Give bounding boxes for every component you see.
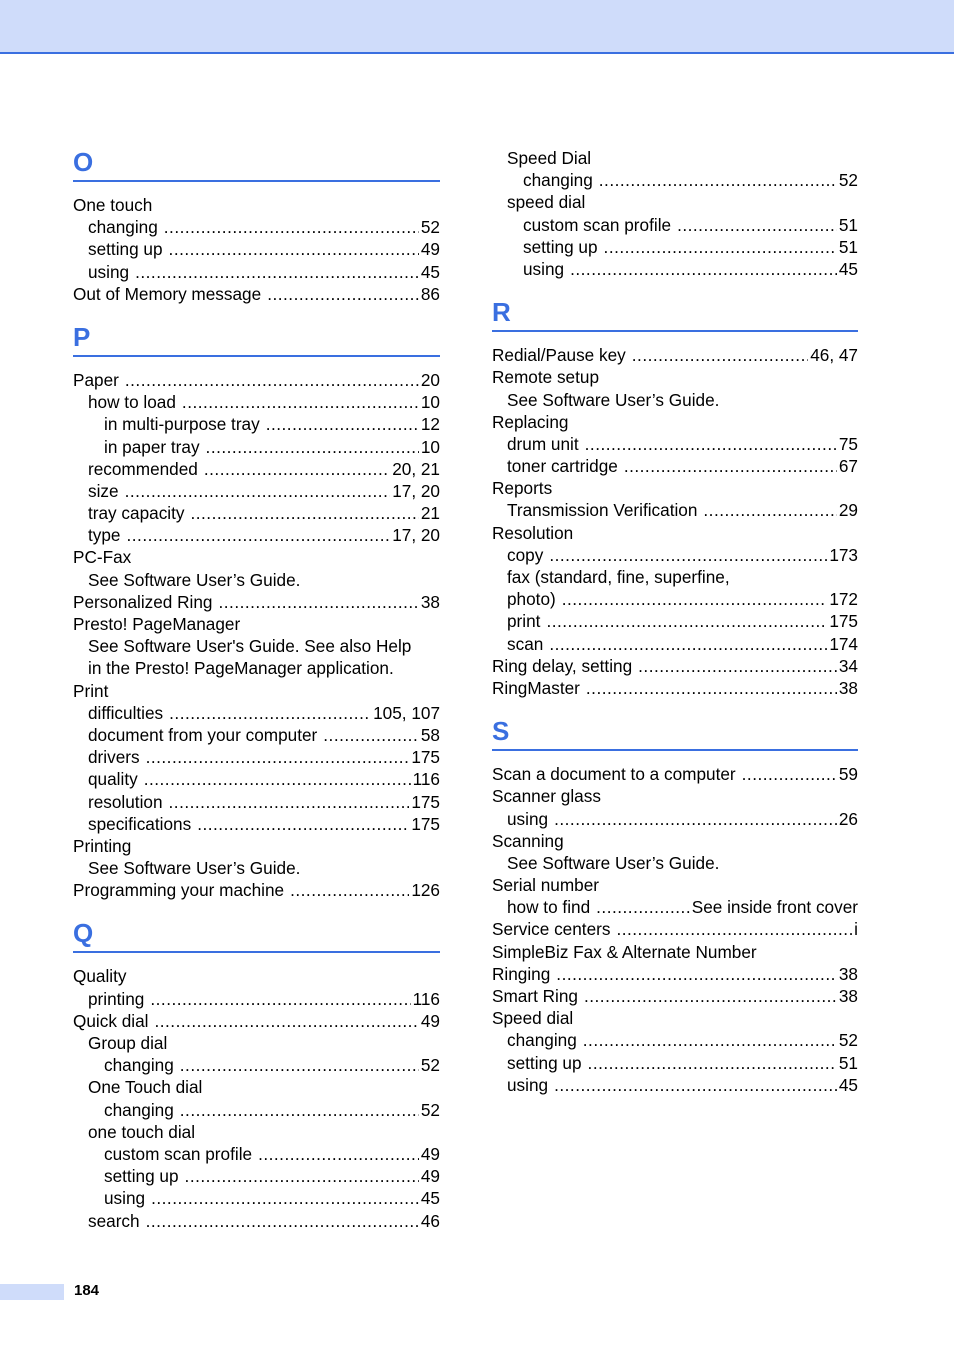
- dot-leader: [151, 1187, 419, 1209]
- section-letter-heading: P: [73, 315, 440, 357]
- index-term: Scan a document to a computer: [492, 764, 736, 785]
- index-entry: [492, 985, 858, 1007]
- dot-leader: [154, 1010, 418, 1032]
- index-page-ref: 49: [420, 1010, 440, 1031]
- index-term: using: [523, 258, 565, 279]
- index-term: printing: [88, 988, 145, 1009]
- index-term: setting up: [88, 239, 163, 260]
- index-term: Scanner glass: [492, 786, 601, 807]
- dot-leader: [616, 918, 852, 940]
- index-term: See Software User’s Guide.: [507, 852, 720, 873]
- index-entry: [73, 436, 440, 458]
- index-entry: [492, 610, 858, 632]
- index-page-ref: 67: [838, 456, 858, 477]
- index-page-ref: 45: [420, 261, 440, 282]
- index-entry: [73, 835, 440, 857]
- index-page-ref: 49: [420, 1166, 440, 1187]
- dot-leader: [586, 677, 837, 699]
- index-term: See Software User’s Guide.: [507, 389, 720, 410]
- index-term: Smart Ring: [492, 986, 578, 1006]
- index-entry: [73, 283, 440, 305]
- index-entry: [73, 813, 440, 835]
- index-page-ref: 49: [420, 1143, 440, 1164]
- dot-leader: [219, 591, 419, 613]
- index-term: recommended: [88, 458, 198, 479]
- index-page-ref: 10: [420, 436, 440, 457]
- index-entry: [73, 524, 440, 546]
- dot-leader: [677, 214, 837, 236]
- dot-leader: [146, 746, 410, 768]
- index-term: how to load: [88, 392, 176, 413]
- dot-leader: [204, 458, 390, 480]
- index-page-ref: 51: [838, 1052, 858, 1073]
- index-page-ref: 52: [838, 170, 858, 191]
- index-term: in the Presto! PageManager application.: [88, 658, 394, 679]
- index-term: resolution: [88, 791, 163, 812]
- index-page-ref: 38: [838, 986, 858, 1006]
- index-entry: [492, 411, 858, 433]
- index-entry: [492, 830, 858, 852]
- index-entry: [492, 169, 858, 191]
- index-section: [492, 290, 858, 699]
- index-page-ref: 26: [838, 808, 858, 829]
- index-entry: [73, 635, 440, 657]
- index-term: speed dial: [507, 192, 586, 213]
- index-term: drivers: [88, 747, 140, 768]
- index-entry: [73, 680, 440, 702]
- index-entry: [73, 1076, 440, 1098]
- index-term: fax (standard, fine, superfine,: [507, 567, 730, 587]
- index-term: setting up: [523, 236, 598, 257]
- index-term: scan: [507, 633, 544, 654]
- dot-leader: [570, 258, 837, 280]
- index-term: custom scan profile: [523, 214, 672, 235]
- index-entry: [73, 879, 440, 901]
- dot-leader: [584, 985, 837, 1007]
- index-page-ref: 10: [420, 392, 440, 413]
- index-term: Service centers: [492, 919, 611, 940]
- index-entry: [492, 677, 858, 699]
- index-entry: [492, 522, 858, 544]
- index-entry: [73, 613, 440, 635]
- dot-leader: [180, 1054, 419, 1076]
- index-page-ref: 21: [420, 503, 440, 524]
- index-term: photo): [507, 589, 556, 610]
- dot-leader: [604, 236, 837, 258]
- index-page-ref: 46: [420, 1210, 440, 1231]
- index-page-ref: 75: [838, 433, 858, 454]
- index-entry: [73, 965, 440, 987]
- dot-leader: [185, 1165, 419, 1187]
- dot-leader: [549, 544, 827, 566]
- index-entry: [73, 1210, 440, 1232]
- index-page-ref: 116: [412, 769, 440, 790]
- index-term: One Touch dial: [88, 1077, 203, 1098]
- dot-leader: [323, 724, 419, 746]
- dot-leader: [556, 963, 837, 985]
- index-term: using: [507, 1074, 549, 1095]
- dot-leader: [190, 502, 418, 524]
- dot-leader: [554, 808, 837, 830]
- dot-leader: [125, 480, 391, 502]
- index-entry: [492, 214, 858, 236]
- dot-leader: [169, 238, 419, 260]
- index-entry: [492, 633, 858, 655]
- index-entry: [73, 194, 440, 216]
- index-entry: [73, 1187, 440, 1209]
- dot-leader: [135, 261, 419, 283]
- index-entry: [73, 1121, 440, 1143]
- dot-leader: [206, 436, 419, 458]
- index-entry: [492, 1074, 858, 1096]
- index-term: Print: [73, 680, 109, 701]
- dot-leader: [632, 344, 808, 366]
- index-term: one touch dial: [88, 1121, 196, 1142]
- dot-leader: [127, 524, 391, 546]
- index-term: Programming your machine: [73, 880, 285, 901]
- index-entry: [73, 1165, 440, 1187]
- index-term: Ringing: [492, 963, 551, 984]
- index-term: Redial/Pause key: [492, 345, 626, 366]
- index-page-ref: 38: [838, 677, 858, 698]
- dot-leader: [596, 896, 690, 918]
- dot-leader: [599, 169, 837, 191]
- index-term: in multi-purpose tray: [104, 414, 260, 435]
- header-band: [0, 0, 954, 54]
- index-page-ref: 38: [838, 963, 858, 984]
- index-page-ref: 45: [838, 1074, 858, 1095]
- index-entry: [492, 499, 858, 521]
- index-page-ref: 86: [420, 283, 440, 304]
- dot-leader: [585, 433, 837, 455]
- index-term: toner cartridge: [507, 456, 618, 477]
- index-entry: [73, 591, 440, 613]
- index-page-ref: 45: [420, 1188, 440, 1209]
- index-term: type: [88, 525, 121, 546]
- index-page-ref: i: [854, 919, 858, 940]
- footer-band: [0, 1284, 64, 1300]
- index-term: Ring delay, setting: [492, 655, 633, 676]
- index-entry: [73, 857, 440, 879]
- index-page-ref: 172: [829, 589, 858, 610]
- dot-leader: [182, 391, 419, 413]
- index-page-ref: 20, 21: [392, 458, 440, 479]
- index-term: search: [88, 1210, 140, 1231]
- index-entry: [492, 896, 858, 918]
- index-term: Paper: [73, 369, 119, 390]
- dot-leader: [588, 1052, 837, 1074]
- index-entry: [73, 391, 440, 413]
- section-letter-heading: Q: [73, 911, 440, 953]
- index-page-ref: 52: [420, 1055, 440, 1076]
- index-page-ref: 49: [420, 239, 440, 260]
- index-entry: [73, 1143, 440, 1165]
- index-entry: [73, 702, 440, 724]
- index-entry: [492, 344, 858, 366]
- index-entry: [492, 389, 858, 411]
- index-page-ref: 175: [411, 747, 440, 768]
- index-entry: [492, 191, 858, 213]
- index-term: Reports: [492, 478, 553, 499]
- dot-leader: [266, 413, 419, 435]
- index-term: Replacing: [492, 411, 569, 432]
- index-entry: [492, 655, 858, 677]
- index-page-ref: 175: [829, 611, 858, 632]
- index-entry: [492, 808, 858, 830]
- dot-leader: [562, 588, 828, 610]
- index-page-ref: 34: [838, 655, 858, 676]
- index-page-ref: 20: [420, 369, 440, 390]
- index-term: Printing: [73, 835, 132, 856]
- index-term: Speed Dial: [507, 148, 592, 168]
- index-term: Speed dial: [492, 1008, 574, 1029]
- index-entry: [73, 1099, 440, 1121]
- index-term: One touch: [73, 195, 153, 215]
- index-entry: [492, 852, 858, 874]
- index-entry: [73, 746, 440, 768]
- dot-leader: [169, 791, 410, 813]
- dot-leader: [144, 768, 411, 790]
- index-term: See Software User's Guide. See also Help: [88, 636, 412, 657]
- index-page-ref: 126: [411, 880, 440, 901]
- index-entry: [492, 477, 858, 499]
- index-term: in paper tray: [104, 436, 200, 457]
- index-page-ref: 116: [412, 988, 440, 1009]
- index-term: changing: [104, 1099, 174, 1120]
- index-term: RingMaster: [492, 677, 580, 698]
- index-term: Scanning: [492, 830, 564, 851]
- index-page-ref: 51: [838, 236, 858, 257]
- index-section: [73, 315, 440, 902]
- index-term: changing: [104, 1055, 174, 1076]
- index-term: size: [88, 480, 119, 501]
- index-term: changing: [523, 170, 593, 191]
- dot-leader: [146, 1210, 419, 1232]
- page-number: 184: [74, 1282, 100, 1299]
- index-entry: [492, 147, 858, 169]
- index-page-ref: 38: [420, 591, 440, 612]
- index-term: Transmission Verification: [507, 500, 698, 521]
- index-entry: [492, 963, 858, 985]
- index-term: how to find: [507, 897, 591, 918]
- dot-leader: [546, 610, 827, 632]
- dot-leader: [258, 1143, 419, 1165]
- index-term: Personalized Ring: [73, 591, 213, 612]
- index-entry: [492, 588, 858, 610]
- index-term: copy: [507, 544, 544, 565]
- index-page-ref: 17, 20: [392, 525, 440, 546]
- index-term: Group dial: [88, 1033, 168, 1053]
- index-page-ref: 59: [838, 764, 858, 785]
- index-entry: [492, 433, 858, 455]
- index-entry: [73, 724, 440, 746]
- dot-leader: [180, 1099, 419, 1121]
- index-entry: [73, 657, 440, 679]
- continued-entries: [492, 147, 858, 280]
- index-entry: [73, 369, 440, 391]
- dot-leader: [742, 763, 837, 785]
- dot-leader: [169, 702, 371, 724]
- index-page-ref: 45: [838, 258, 858, 279]
- index-entry: [73, 768, 440, 790]
- index-page-ref: 105, 107: [373, 702, 440, 723]
- index-page-ref: 58: [420, 724, 440, 745]
- index-page-ref: 12: [420, 414, 440, 435]
- dot-leader: [638, 655, 837, 677]
- index-entry: [73, 480, 440, 502]
- index-term: Remote setup: [492, 367, 600, 388]
- index-entry: [492, 874, 858, 896]
- index-page-ref: 52: [420, 217, 440, 238]
- index-term: See Software User’s Guide.: [88, 858, 301, 879]
- index-entry: [73, 261, 440, 283]
- index-term: setting up: [507, 1052, 582, 1073]
- dot-leader: [267, 283, 419, 305]
- dot-leader: [197, 813, 409, 835]
- dot-leader: [624, 455, 837, 477]
- index-page-ref: 46, 47: [810, 345, 858, 366]
- section-letter-heading: R: [492, 290, 858, 332]
- section-letter-heading: O: [73, 140, 440, 182]
- index-entry: [492, 1052, 858, 1074]
- index-term: setting up: [104, 1166, 179, 1187]
- index-entry: [73, 216, 440, 238]
- index-entry: [492, 544, 858, 566]
- index-term: Resolution: [492, 522, 574, 543]
- dot-leader: [290, 879, 409, 901]
- dot-leader: [549, 633, 827, 655]
- index-section: [73, 140, 440, 305]
- index-term: custom scan profile: [104, 1143, 253, 1164]
- index-page-ref: 17, 20: [392, 480, 440, 501]
- index-term: using: [104, 1188, 146, 1209]
- index-entry: [73, 569, 440, 591]
- index-term: changing: [507, 1030, 577, 1051]
- index-page-ref: 174: [829, 633, 858, 654]
- index-entry: [492, 1007, 858, 1029]
- index-term: Quality: [73, 966, 127, 987]
- index-page-ref: 51: [838, 214, 858, 235]
- index-term: quality: [88, 769, 138, 790]
- index-entry: [73, 1054, 440, 1076]
- index-entry: [492, 258, 858, 280]
- dot-leader: [164, 216, 419, 238]
- index-term: print: [507, 611, 541, 632]
- dot-leader: [150, 988, 410, 1010]
- index-term: See Software User’s Guide.: [88, 569, 301, 590]
- index-term: Presto! PageManager: [73, 614, 241, 634]
- index-page-ref: 52: [420, 1099, 440, 1120]
- dot-leader: [554, 1074, 837, 1096]
- index-page-ref: 173: [829, 544, 858, 565]
- index-entry: [73, 546, 440, 568]
- index-term: using: [88, 261, 130, 282]
- index-entry: [73, 413, 440, 435]
- index-entry: [492, 566, 858, 588]
- index-entry: [492, 918, 858, 940]
- index-page-ref: 29: [838, 500, 858, 521]
- index-term: tray capacity: [88, 503, 185, 524]
- index-page-ref: 52: [838, 1030, 858, 1051]
- index-entry: [492, 366, 858, 388]
- index-term: difficulties: [88, 702, 164, 723]
- index-term: document from your computer: [88, 724, 318, 745]
- index-term: Out of Memory message: [73, 283, 262, 304]
- index-page-ref: See inside front cover: [691, 897, 858, 918]
- index-entry: [492, 763, 858, 785]
- index-entry: [492, 236, 858, 258]
- index-entry: [492, 941, 858, 963]
- index-entry: [73, 988, 440, 1010]
- dot-leader: [703, 499, 836, 521]
- index-page-ref: 175: [411, 813, 440, 834]
- dot-leader: [125, 369, 419, 391]
- index-term: SimpleBiz Fax & Alternate Number: [492, 941, 757, 962]
- index-column-right: [492, 147, 858, 1106]
- index-column-left: [73, 140, 440, 1242]
- index-entry: [73, 1032, 440, 1054]
- index-entry: [73, 791, 440, 813]
- index-entry: [73, 458, 440, 480]
- index-term: specifications: [88, 813, 192, 834]
- index-page-ref: 175: [411, 791, 440, 812]
- section-letter-heading: S: [492, 709, 858, 751]
- index-term: Serial number: [492, 875, 599, 896]
- index-section: [73, 911, 440, 1231]
- index-entry: [73, 502, 440, 524]
- index-term: Quick dial: [73, 1010, 149, 1031]
- index-entry: [73, 1010, 440, 1032]
- index-term: using: [507, 808, 549, 829]
- index-term: drum unit: [507, 433, 579, 454]
- index-entry: [492, 1029, 858, 1051]
- index-entry: [492, 455, 858, 477]
- index-term: changing: [88, 217, 158, 238]
- index-term: PC-Fax: [73, 547, 132, 568]
- index-section: [492, 709, 858, 1096]
- dot-leader: [583, 1029, 837, 1051]
- index-entry: [73, 238, 440, 260]
- index-entry: [492, 785, 858, 807]
